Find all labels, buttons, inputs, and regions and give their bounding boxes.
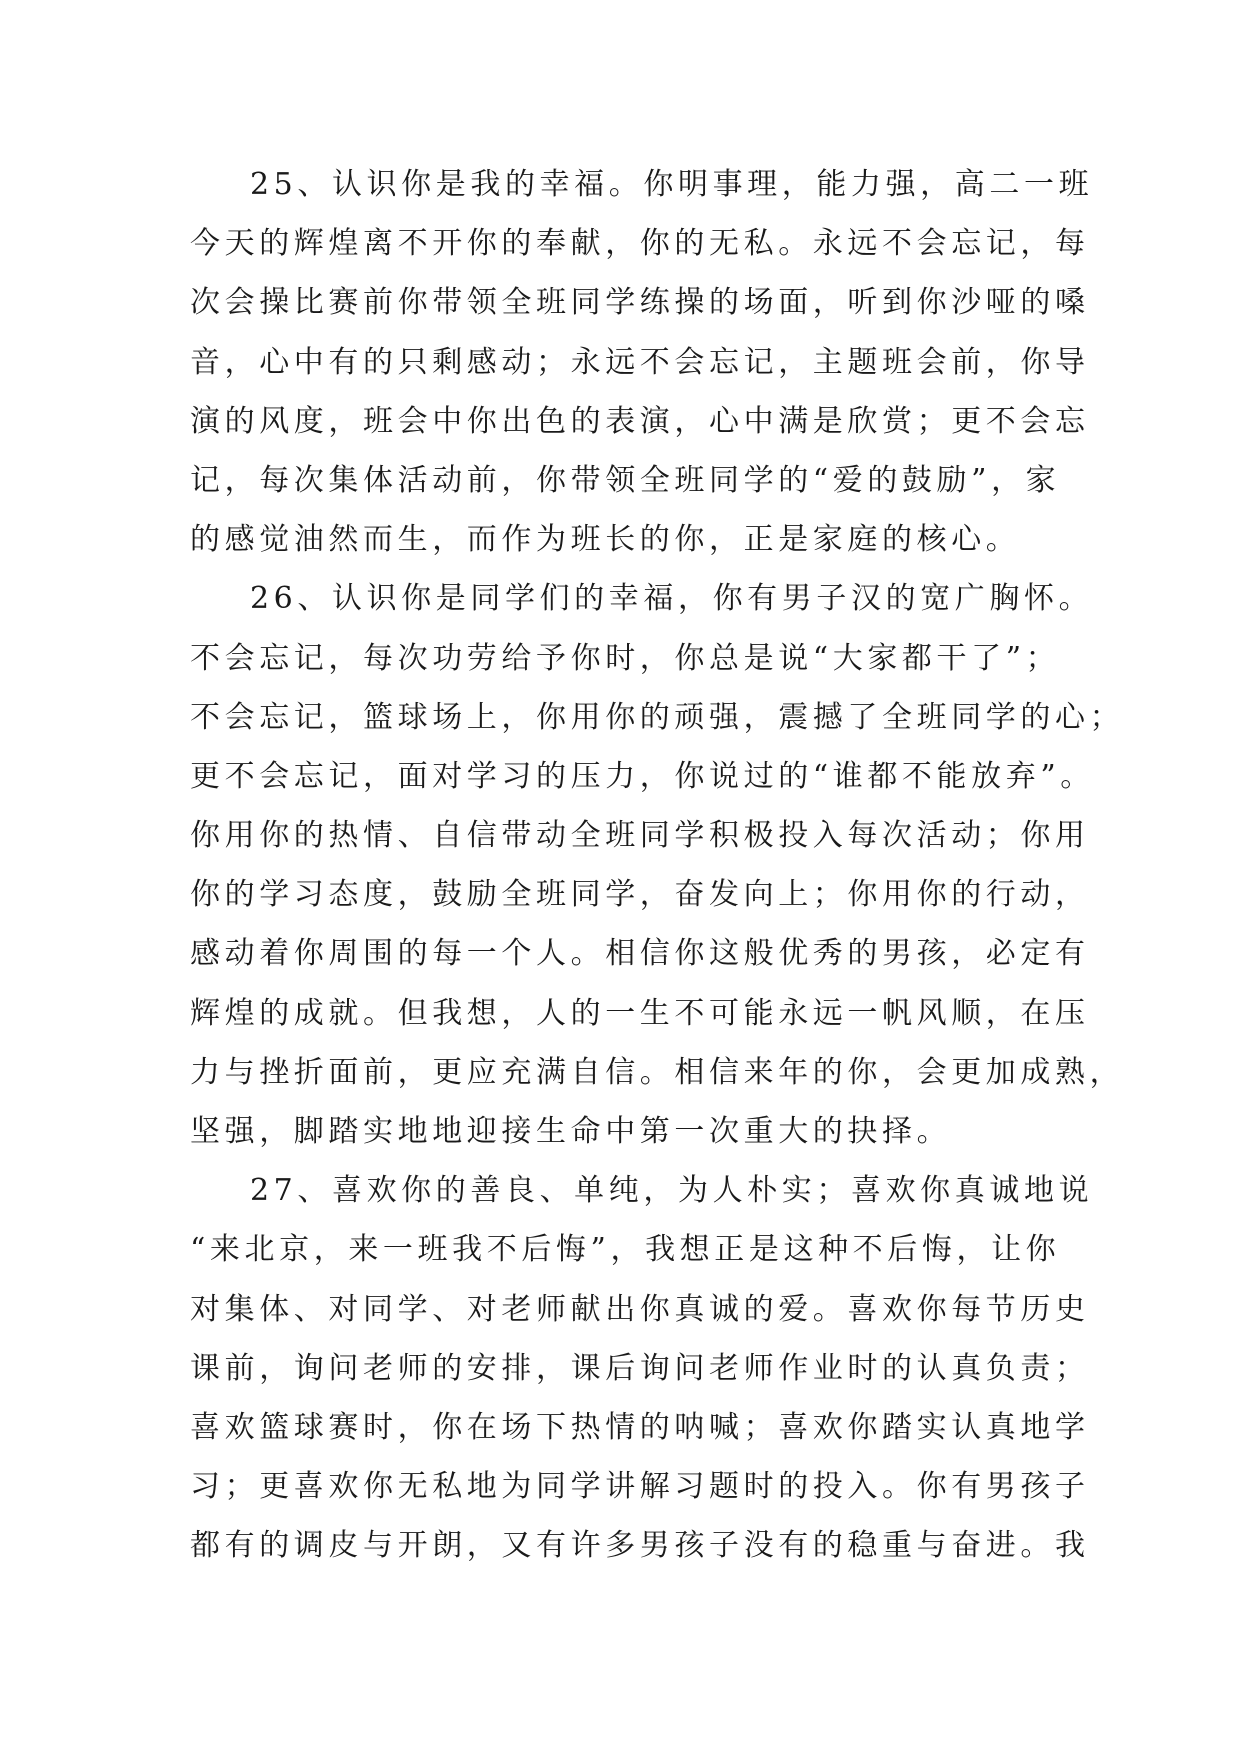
- paragraph-26-line: 不会忘记，每次功劳给予你时，你总是说“大家都干了”；: [190, 640, 1061, 676]
- paragraph-26-line: 力与挫折面前，更应充满自信。相信来年的你，会更加成熟，: [190, 1054, 1125, 1090]
- paragraph-27-line: 都有的调皮与开朗，又有许多男孩子没有的稳重与奋进。我: [190, 1528, 1090, 1564]
- paragraph-26-line: 26、认识你是同学们的幸福，你有男子汉的宽广胸怀。: [250, 581, 1094, 617]
- paragraph-26-line: 感动着你周围的每一个人。相信你这般优秀的男孩，必定有: [190, 936, 1090, 972]
- paragraph-26-line: 坚强，脚踏实地地迎接生命中第一次重大的抉择。: [190, 1114, 952, 1149]
- paragraph-25-line: 的感觉油然而生，而作为班长的你，正是家庭的核心。: [190, 522, 1021, 558]
- paragraph-27-line: 课前，询问老师的安排，课后询问老师作业时的认真负责；: [190, 1350, 1090, 1386]
- paragraph-26-line: 你的学习态度，鼓励全班同学，奋发向上；你用你的行动，: [190, 877, 1090, 913]
- paragraph-25-line: 音，心中有的只剩感动；永远不会忘记，主题班会前，你导: [190, 344, 1090, 380]
- paragraph-25-line: 今天的辉煌离不开你的奉献，你的无私。永远不会忘记，每: [190, 226, 1090, 262]
- paragraph-25-line: 演的风度，班会中你出色的表演，心中满是欣赏；更不会忘: [190, 403, 1090, 439]
- paragraph-25-line: 25、认识你是我的幸福。你明事理，能力强，高二一班: [250, 167, 1094, 202]
- paragraph-25-line: 记，每次集体活动前，你带领全班同学的“爱的鼓励”，家: [190, 462, 1061, 498]
- paragraph-27-line: 对集体、对同学、对老师献出你真诚的爱。喜欢你每节历史: [190, 1291, 1090, 1327]
- paragraph-25-line: 次会操比赛前你带领全班同学练操的场面，听到你沙哑的嗓: [190, 285, 1090, 321]
- paragraph-27-line: 习；更喜欢你无私地为同学讲解习题时的投入。你有男孩子: [190, 1469, 1090, 1505]
- paragraph-26-line: 辉煌的成就。但我想，人的一生不可能永远一帆风顺，在压: [190, 995, 1090, 1031]
- paragraph-27-line: 喜欢篮球赛时，你在场下热情的呐喊；喜欢你踏实认真地学: [190, 1409, 1090, 1445]
- paragraph-26-line: 你用你的热情、自信带动全班同学积极投入每次活动；你用: [190, 818, 1090, 854]
- body-text: [190, 155, 1125, 1576]
- paragraph-26-line: 更不会忘记，面对学习的压力，你说过的“谁都不能放弃”。: [190, 758, 1095, 794]
- paragraph-27-line: “来北京，来一班我不后悔”，我想正是这种不后悔，让你: [190, 1232, 1061, 1268]
- paragraph-26-line: 不会忘记，篮球场上，你用你的顽强，震撼了全班同学的心；: [190, 699, 1125, 735]
- paragraph-27-line: 27、喜欢你的善良、单纯，为人朴实；喜欢你真诚地说: [250, 1173, 1094, 1209]
